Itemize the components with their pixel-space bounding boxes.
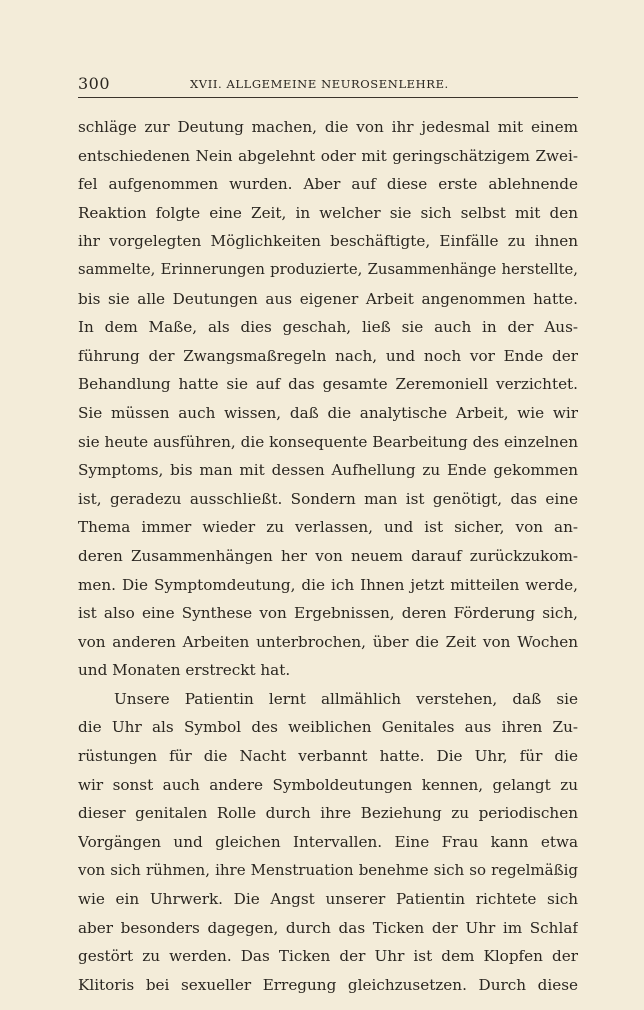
- running-head: XVII. ALLGEMEINE NEUROSENLEHRE.: [190, 77, 449, 91]
- text-line: Klitoris bei sexueller Erregung gleichzusetzen. Durch diese: [78, 975, 578, 994]
- text-line: gestört zu werden. Das Ticken der Uhr ist dem Klopfen der: [78, 947, 578, 966]
- text-line: dieser genitalen Rolle durch ihre Beziehung zu periodischen: [78, 804, 578, 823]
- text-line: von anderen Arbeiten unterbrochen, über die Zeit von Wochen: [78, 632, 578, 651]
- page-header: [78, 72, 578, 96]
- text-line: sie heute ausführen, die konsequente Bearbeitung des einzelnen: [78, 432, 578, 451]
- text-line: Sie müssen auch wissen, daß die analytische Arbeit, wie wir: [78, 403, 578, 422]
- text-line: ist also eine Synthese von Ergebnissen, deren Förderung sich,: [78, 604, 578, 623]
- body-text: [78, 113, 578, 999]
- text-line: bis sie alle Deutungen aus eigener Arbeit angenommen hatte.: [78, 289, 578, 308]
- text-line: Reaktion folgte eine Zeit, in welcher sie sich selbst mit den: [78, 203, 578, 222]
- text-line: sammelte, Erinnerungen produzierte, Zusammenhänge herstellte,: [78, 260, 578, 278]
- text-line: wir sonst auch andere Symboldeutungen kennen, gelangt zu: [78, 775, 578, 794]
- text-line: Unsere Patientin lernt allmählich verstehen, daß sie: [114, 689, 578, 708]
- text-line: führung der Zwangsmaßregeln nach, und noch vor Ende der: [78, 346, 578, 365]
- text-line: ist, geradezu ausschließt. Sondern man ist genötigt, das eine: [78, 489, 578, 508]
- text-line: rüstungen für die Nacht verbannt hatte. Die Uhr, für die: [78, 747, 578, 766]
- header-rule: [78, 97, 578, 98]
- text-line: Symptoms, bis man mit dessen Aufhellung zu Ende gekommen: [78, 461, 578, 480]
- text-line: Behandlung hatte sie auf das gesamte Zeremoniell verzichtet.: [78, 375, 578, 394]
- text-line: aber besonders dagegen, durch das Ticken der Uhr im Schlaf: [78, 918, 578, 937]
- text-line: ihr vorgelegten Möglichkeiten beschäftigte, Einfälle zu ihnen: [78, 232, 578, 251]
- text-line: wie ein Uhrwerk. Die Angst unserer Patientin richtete sich: [78, 890, 578, 909]
- text-line: fel aufgenommen wurden. Aber auf diese erste ablehnende: [78, 175, 578, 194]
- text-line: die Uhr als Symbol des weiblichen Genitales aus ihren Zu-: [78, 718, 578, 737]
- text-line: Vorgängen und gleichen Intervallen. Eine Frau kann etwa: [78, 832, 578, 851]
- text-line: von sich rühmen, ihre Menstruation benehme sich so regelmäßig: [78, 861, 578, 880]
- text-line: und Monaten erstreckt hat.: [78, 661, 291, 680]
- page-number: 300: [78, 74, 111, 93]
- text-line: In dem Maße, als dies geschah, ließ sie auch in der Aus-: [78, 318, 578, 337]
- text-line: entschiedenen Nein abgelehnt oder mit geringschätzigem Zwei-: [78, 146, 578, 165]
- text-line: deren Zusammenhängen her von neuem darauf zurückzukom-: [78, 546, 578, 565]
- text-line: men. Die Symptomdeutung, die ich Ihnen jetzt mitteilen werde,: [78, 575, 578, 594]
- text-line: Thema immer wieder zu verlassen, und ist sicher, von an-: [78, 518, 578, 537]
- text-line: schläge zur Deutung machen, die von ihr jedesmal mit einem: [78, 118, 578, 136]
